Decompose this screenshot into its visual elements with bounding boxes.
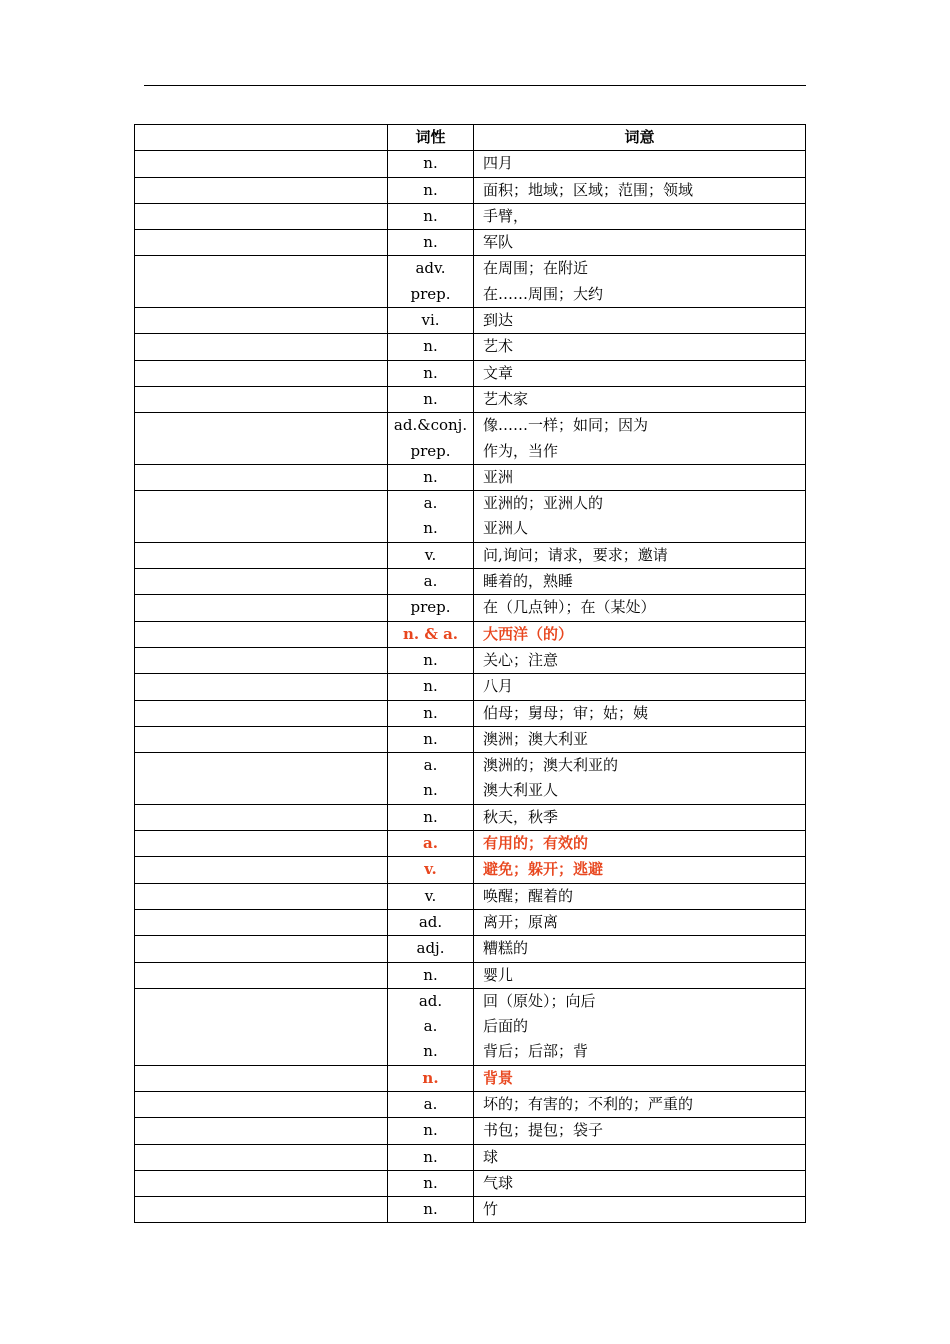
word-cell [135, 831, 388, 857]
table-row [135, 857, 806, 883]
part-of-speech-cell [388, 491, 474, 543]
word-cell [135, 491, 388, 543]
part-of-speech-label: n. [423, 337, 438, 356]
part-of-speech-label: n. [423, 206, 438, 225]
part-of-speech-cell [388, 360, 474, 386]
part-of-speech-cell [388, 700, 474, 726]
meaning-text: 在……周围；大约 [483, 284, 604, 303]
word-cell [135, 726, 388, 752]
meaning-text: 艺术 [483, 337, 514, 356]
table-row [135, 621, 806, 647]
word-cell [135, 621, 388, 647]
word-cell [135, 1197, 388, 1223]
meaning-text: 澳洲；澳大利亚 [483, 729, 589, 748]
word-cell [135, 700, 388, 726]
meaning-cell [474, 1144, 806, 1170]
table-row [135, 1091, 806, 1117]
part-of-speech-cell [388, 909, 474, 935]
table-row [135, 1065, 806, 1091]
part-of-speech-cell [388, 1170, 474, 1196]
part-of-speech-cell [388, 804, 474, 830]
word-cell [135, 464, 388, 490]
word-cell [135, 256, 388, 308]
part-of-speech-cell [388, 569, 474, 595]
meaning-cell [474, 988, 806, 1065]
meaning-text: 离开；原离 [483, 912, 559, 931]
meaning-cell [474, 177, 806, 203]
part-of-speech-cell [388, 831, 474, 857]
meaning-text: 亚洲 [483, 467, 514, 486]
meaning-text: 唤醒；醒着的 [483, 886, 574, 905]
meaning-text: 气球 [483, 1173, 514, 1192]
meaning-text: 艺术家 [483, 389, 529, 408]
table-row [135, 386, 806, 412]
table-row [135, 831, 806, 857]
meaning-text: 坏的；有害的；不利的；严重的 [483, 1094, 694, 1113]
meaning-text: 澳大利亚人 [483, 781, 559, 800]
table-row [135, 1170, 806, 1196]
meaning-text: 在（几点钟）；在（某处） [483, 598, 656, 617]
vocabulary-table-body [135, 151, 806, 1223]
meaning-cell [474, 491, 806, 543]
part-of-speech-cell [388, 464, 474, 490]
meaning-text: 大西洋（的） [483, 624, 574, 643]
part-of-speech-label: n. [423, 1173, 438, 1192]
meaning-cell [474, 726, 806, 752]
meaning-text: 有用的；有效的 [483, 834, 589, 853]
table-row [135, 753, 806, 805]
table-row [135, 230, 806, 256]
part-of-speech-cell [388, 256, 474, 308]
part-of-speech-label: vi. [421, 311, 440, 330]
meaning-text: 在周围；在附近 [483, 259, 589, 278]
part-of-speech-cell [388, 308, 474, 334]
header-meaning: 词意 [474, 125, 806, 151]
table-row [135, 203, 806, 229]
table-row [135, 647, 806, 673]
part-of-speech-cell [388, 151, 474, 177]
meaning-cell [474, 256, 806, 308]
table-row [135, 700, 806, 726]
meaning-cell [474, 804, 806, 830]
meaning-text: 回（原处）；向后 [483, 991, 596, 1010]
part-of-speech-label: n. [423, 677, 438, 696]
meaning-text: 背景 [483, 1068, 514, 1087]
part-of-speech-cell [388, 413, 474, 465]
meaning-text: 到达 [483, 311, 514, 330]
meaning-text: 书包；提包；袋子 [483, 1121, 604, 1140]
part-of-speech-label: n. [422, 1068, 439, 1087]
table-row [135, 413, 806, 465]
part-of-speech-label: v. [424, 886, 437, 905]
table-row [135, 909, 806, 935]
table-row [135, 151, 806, 177]
part-of-speech-label: prep. [410, 284, 451, 303]
meaning-cell [474, 230, 806, 256]
meaning-cell [474, 674, 806, 700]
part-of-speech-label: n. & a. [402, 624, 459, 643]
table-row [135, 256, 806, 308]
word-cell [135, 804, 388, 830]
word-cell [135, 360, 388, 386]
part-of-speech-label: n. [423, 729, 438, 748]
meaning-cell [474, 621, 806, 647]
table-row [135, 804, 806, 830]
part-of-speech-cell [388, 386, 474, 412]
part-of-speech-label: n. [423, 154, 438, 173]
word-cell [135, 230, 388, 256]
part-of-speech-label: a. [423, 1017, 438, 1036]
meaning-text: 关心；注意 [483, 650, 559, 669]
word-cell [135, 753, 388, 805]
part-of-speech-label: adj. [416, 939, 445, 958]
word-cell [135, 386, 388, 412]
meaning-text: 避免；躲开；逃避 [483, 860, 604, 879]
table-row [135, 962, 806, 988]
word-cell [135, 413, 388, 465]
table-row [135, 883, 806, 909]
table-row [135, 569, 806, 595]
part-of-speech-label: n. [423, 1200, 438, 1219]
part-of-speech-label: ad. [418, 991, 443, 1010]
table-row [135, 1197, 806, 1223]
meaning-cell [474, 1197, 806, 1223]
word-cell [135, 1170, 388, 1196]
meaning-cell [474, 569, 806, 595]
word-cell [135, 857, 388, 883]
meaning-text: 睡着的，熟睡 [483, 572, 574, 591]
part-of-speech-label: n. [423, 519, 438, 538]
part-of-speech-label: n. [423, 467, 438, 486]
word-cell [135, 151, 388, 177]
meaning-cell [474, 334, 806, 360]
table-row [135, 936, 806, 962]
part-of-speech-cell [388, 857, 474, 883]
part-of-speech-label: a. [423, 1094, 438, 1113]
meaning-text: 文章 [483, 363, 514, 382]
meaning-cell [474, 936, 806, 962]
meaning-cell [474, 203, 806, 229]
meaning-text: 八月 [483, 677, 514, 696]
part-of-speech-cell [388, 726, 474, 752]
meaning-cell [474, 360, 806, 386]
meaning-cell [474, 753, 806, 805]
word-cell [135, 595, 388, 621]
part-of-speech-label: n. [423, 703, 438, 722]
part-of-speech-cell [388, 1144, 474, 1170]
part-of-speech-cell [388, 595, 474, 621]
meaning-cell [474, 1118, 806, 1144]
part-of-speech-label: prep. [410, 441, 451, 460]
word-cell [135, 1118, 388, 1144]
part-of-speech-cell [388, 177, 474, 203]
table-row [135, 464, 806, 490]
word-cell [135, 203, 388, 229]
page-header-rule [144, 85, 806, 86]
table-row [135, 726, 806, 752]
table-row [135, 308, 806, 334]
part-of-speech-label: n. [423, 233, 438, 252]
meaning-text: 竹 [483, 1200, 499, 1219]
part-of-speech-label: v. [424, 860, 437, 879]
word-cell [135, 1091, 388, 1117]
meaning-text: 秋天，秋季 [483, 807, 559, 826]
table-row [135, 1118, 806, 1144]
meaning-text: 伯母；舅母；审；姑；姨 [483, 703, 649, 722]
word-cell [135, 883, 388, 909]
part-of-speech-label: adv. [415, 259, 446, 278]
part-of-speech-cell [388, 936, 474, 962]
meaning-text: 军队 [483, 233, 514, 252]
table-row [135, 334, 806, 360]
part-of-speech-cell [388, 230, 474, 256]
word-cell [135, 962, 388, 988]
table-row [135, 1144, 806, 1170]
part-of-speech-label: n. [423, 781, 438, 800]
word-cell [135, 1065, 388, 1091]
part-of-speech-cell [388, 621, 474, 647]
word-cell [135, 647, 388, 673]
table-row [135, 360, 806, 386]
meaning-cell [474, 595, 806, 621]
part-of-speech-cell [388, 674, 474, 700]
part-of-speech-label: n. [423, 807, 438, 826]
word-cell [135, 1144, 388, 1170]
meaning-cell [474, 1170, 806, 1196]
header-part-of-speech: 词性 [388, 125, 474, 151]
part-of-speech-label: a. [423, 572, 438, 591]
table-row [135, 988, 806, 1065]
table-row [135, 595, 806, 621]
part-of-speech-cell [388, 647, 474, 673]
part-of-speech-label: n. [423, 363, 438, 382]
part-of-speech-label: n. [423, 389, 438, 408]
meaning-text: 亚洲的；亚洲人的 [483, 494, 604, 513]
word-cell [135, 308, 388, 334]
part-of-speech-cell [388, 962, 474, 988]
meaning-text: 问,询问；请求，要求；邀请 [483, 545, 668, 564]
meaning-cell [474, 151, 806, 177]
meaning-text: 面积；地域；区域；范围；领域 [483, 180, 694, 199]
meaning-cell [474, 962, 806, 988]
part-of-speech-label: a. [423, 834, 438, 853]
meaning-text: 四月 [483, 154, 514, 173]
part-of-speech-label: a. [423, 494, 438, 513]
meaning-text: 作为，当作 [483, 441, 559, 460]
meaning-cell [474, 883, 806, 909]
word-cell [135, 542, 388, 568]
part-of-speech-cell [388, 203, 474, 229]
part-of-speech-cell [388, 1091, 474, 1117]
word-cell [135, 936, 388, 962]
part-of-speech-label: ad.&conj. [393, 416, 468, 435]
part-of-speech-label: n. [423, 1147, 438, 1166]
header-word [135, 125, 388, 151]
word-cell [135, 988, 388, 1065]
part-of-speech-label: n. [423, 1042, 438, 1061]
meaning-cell [474, 700, 806, 726]
meaning-cell [474, 542, 806, 568]
part-of-speech-label: prep. [410, 598, 451, 617]
meaning-text: 亚洲人 [483, 519, 529, 538]
part-of-speech-label: v. [424, 545, 437, 564]
meaning-text: 像……一样；如同；因为 [483, 416, 649, 435]
meaning-text: 糟糕的 [483, 939, 529, 958]
part-of-speech-cell [388, 542, 474, 568]
meaning-cell [474, 413, 806, 465]
meaning-cell [474, 909, 806, 935]
word-cell [135, 177, 388, 203]
part-of-speech-label: n. [423, 965, 438, 984]
word-cell [135, 674, 388, 700]
meaning-text: 背后；后部；背 [483, 1042, 589, 1061]
meaning-cell [474, 857, 806, 883]
meaning-cell [474, 1091, 806, 1117]
table-row [135, 542, 806, 568]
meaning-text: 手臂， [483, 206, 529, 225]
part-of-speech-label: ad. [418, 912, 443, 931]
meaning-text: 后面的 [483, 1017, 529, 1036]
meaning-text: 球 [483, 1147, 499, 1166]
table-row [135, 491, 806, 543]
meaning-text: 婴儿 [483, 965, 514, 984]
meaning-cell [474, 1065, 806, 1091]
table-row [135, 177, 806, 203]
part-of-speech-label: n. [423, 1121, 438, 1140]
part-of-speech-cell [388, 988, 474, 1065]
part-of-speech-cell [388, 883, 474, 909]
part-of-speech-label: a. [423, 756, 438, 775]
word-cell [135, 909, 388, 935]
part-of-speech-cell [388, 1065, 474, 1091]
vocabulary-table [134, 124, 806, 1223]
part-of-speech-label: n. [423, 650, 438, 669]
meaning-cell [474, 308, 806, 334]
part-of-speech-cell [388, 334, 474, 360]
word-cell [135, 569, 388, 595]
meaning-cell [474, 647, 806, 673]
part-of-speech-cell [388, 1197, 474, 1223]
part-of-speech-label: n. [423, 180, 438, 199]
meaning-text: 澳洲的；澳大利亚的 [483, 756, 619, 775]
part-of-speech-cell [388, 753, 474, 805]
part-of-speech-cell [388, 1118, 474, 1144]
meaning-cell [474, 464, 806, 490]
table-header-row [135, 125, 806, 151]
meaning-cell [474, 386, 806, 412]
table-row [135, 674, 806, 700]
word-cell [135, 334, 388, 360]
meaning-cell [474, 831, 806, 857]
